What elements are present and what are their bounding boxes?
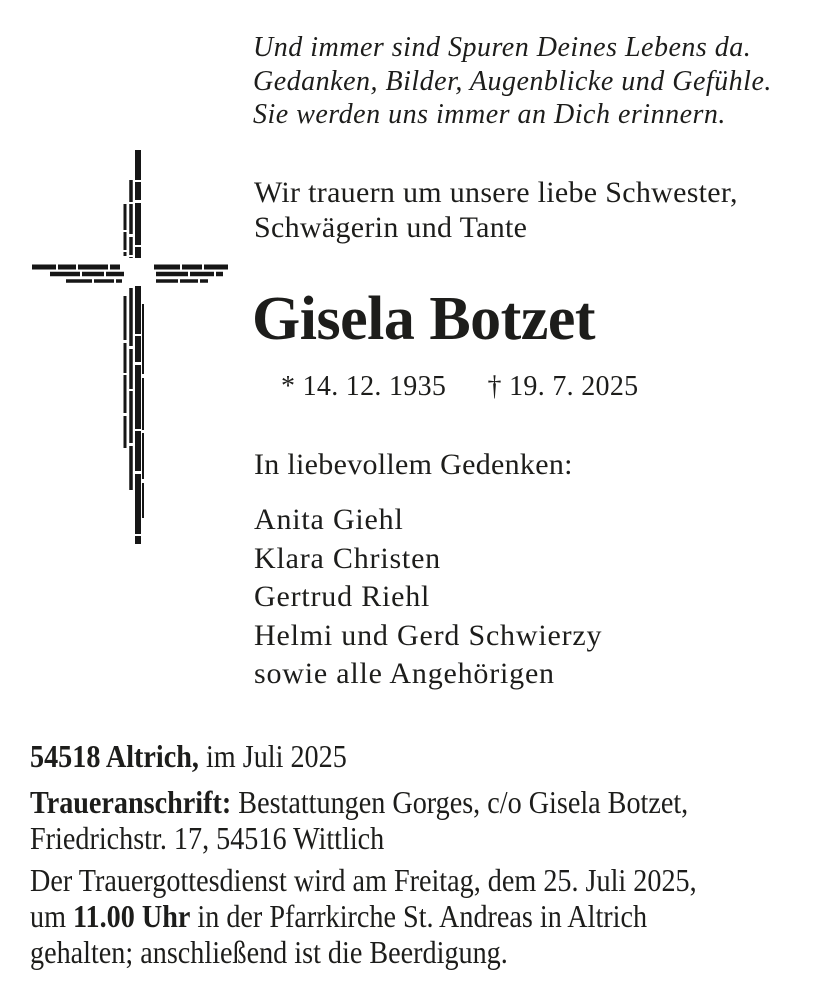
mourning-intro-line: Schwägerin und Tante [254,211,528,244]
place-date-line [30,738,347,775]
epigraph-line: Gedanken, Bilder, Augenblicke und Gefühle. [253,65,772,97]
service-info-line: gehalten; anschließend ist die Beerdigung. [30,934,508,970]
service-time: 11.00 Uhr [73,898,191,934]
life-dates [281,371,638,403]
mourning-intro [254,175,738,245]
service-info-line: Der Trauergottesdienst wird am Freitag, dem 25. Juli 2025, [30,862,697,898]
epigraph-line: Sie werden uns immer an Dich erinnern. [253,99,726,130]
cross-icon [28,146,235,548]
mourner-name: Klara Christen [254,541,441,575]
death-date: † 19. 7. 2025 [487,371,639,402]
place-date: im Juli 2025 [198,738,347,774]
service-info [30,862,697,970]
mourner-name: Gertrud Riehl [254,580,431,613]
mourning-address-line: Friedrichstr. 17, 54516 Wittlich [30,820,385,856]
mourner-name: Anita Giehl [254,503,404,536]
service-location: in der Pfarrkirche St. Andreas in Altrich [190,898,648,934]
mourner-name: Helmi und Gerd Schwierzy [254,618,603,652]
epigraph-line: Und immer sind Spuren Deines Lebens da. [253,32,752,63]
mourning-address-label: Traueranschrift: [30,784,232,820]
remembrance-heading: In liebevollem Gedenken: [254,448,573,481]
mourners-list [254,501,602,694]
mourning-address-text: Bestattungen Gorges, c/o Gisela Botzet, [231,784,689,820]
epigraph-verse [253,31,772,132]
deceased-name: Gisela Botzet [252,285,596,353]
mourning-address [30,784,688,856]
place-name: 54518 Altrich, [30,738,199,774]
birth-date: * 14. 12. 1935 [281,371,447,402]
service-info-line [30,898,697,934]
mourning-intro-line: Wir trauern um unsere liebe Schwester, [254,176,738,209]
mourning-address-line [30,784,688,820]
mourner-name: sowie alle Angehörigen [254,657,555,690]
service-time-prefix: um [30,898,74,934]
